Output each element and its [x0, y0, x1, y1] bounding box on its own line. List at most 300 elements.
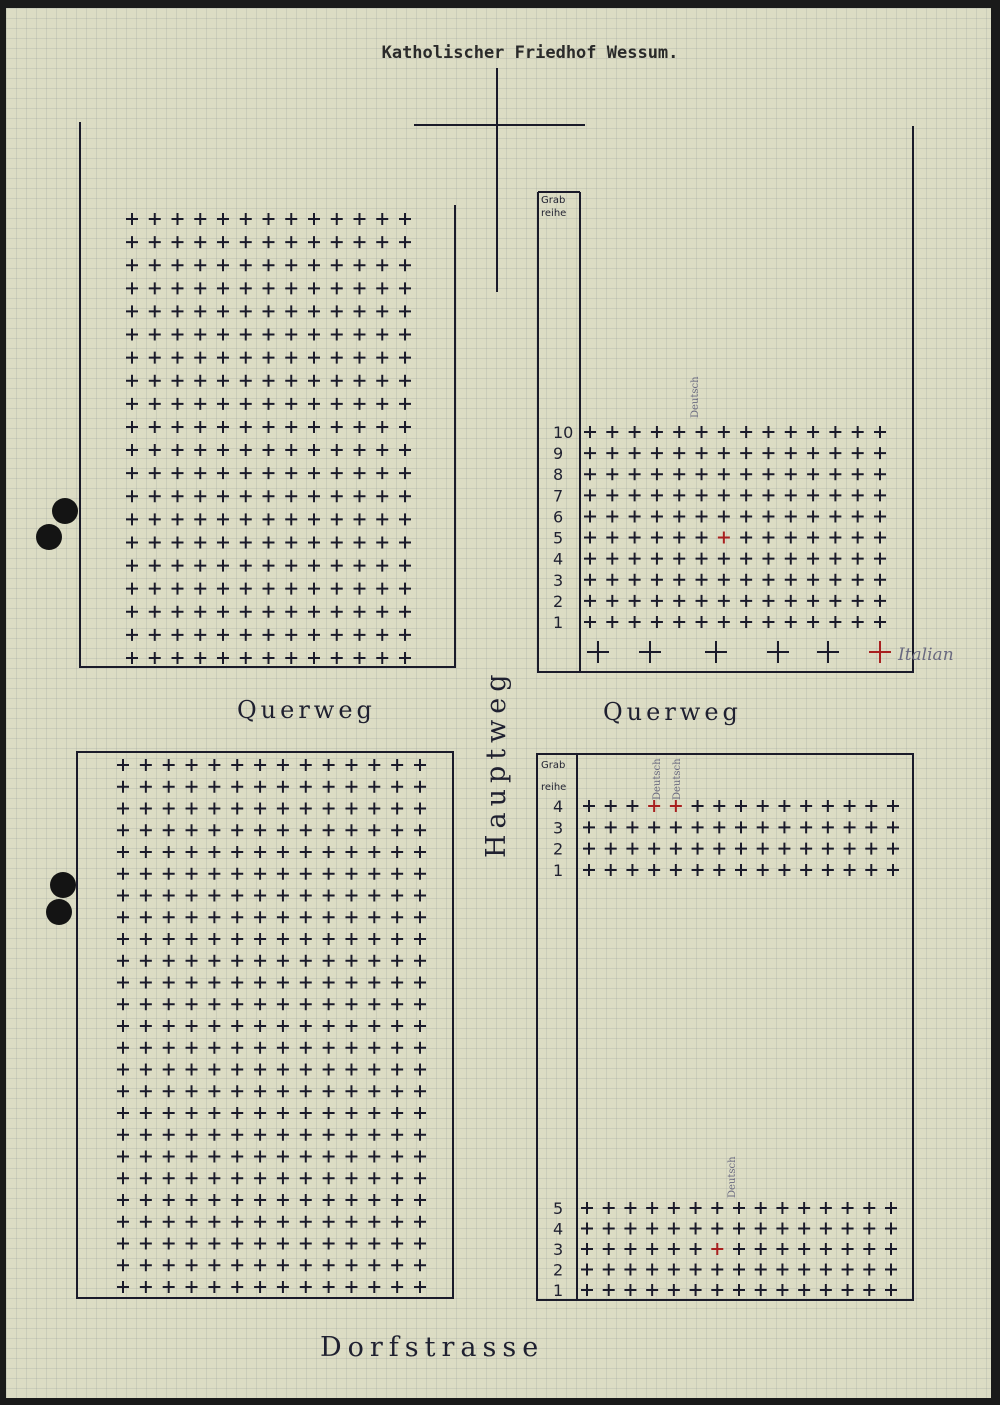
grave-cross	[140, 977, 152, 989]
grave-cross	[163, 1172, 175, 1184]
grave-cross	[354, 490, 366, 502]
grave-cross	[194, 305, 206, 317]
grave-cross	[863, 1264, 875, 1276]
grave-cross	[240, 213, 252, 225]
grave-cross	[414, 955, 426, 967]
grave-cross	[778, 821, 790, 833]
grave-cross	[376, 236, 388, 248]
grave-cross	[149, 421, 161, 433]
grave-cross	[762, 489, 774, 501]
grave-cross	[755, 1284, 767, 1296]
grave-cross	[254, 1238, 266, 1250]
grave-cross	[762, 553, 774, 565]
grave-cross	[323, 1064, 335, 1076]
grave-cross	[323, 1194, 335, 1206]
grave-cross	[583, 843, 595, 855]
grave-cross	[263, 583, 275, 595]
grave-cross	[277, 1172, 289, 1184]
grave-cross	[277, 998, 289, 1010]
grave-cross	[163, 890, 175, 902]
grave-cross	[762, 447, 774, 459]
grave-cross	[345, 1194, 357, 1206]
grave-cross	[345, 1151, 357, 1163]
grave-cross	[376, 652, 388, 664]
grave-cross	[587, 641, 609, 663]
grave-cross	[217, 282, 229, 294]
grave-cross	[308, 560, 320, 572]
grave-cross	[140, 846, 152, 858]
grave-cross	[696, 553, 708, 565]
grave-cross	[240, 444, 252, 456]
grave-cross	[277, 1107, 289, 1119]
grave-cross	[126, 305, 138, 317]
grave-cross	[626, 843, 638, 855]
grave-cross	[757, 864, 769, 876]
grave-cross	[217, 305, 229, 317]
grave-cross	[149, 329, 161, 341]
grave-cross	[368, 1064, 380, 1076]
grave-cross	[194, 583, 206, 595]
grave-cross	[323, 824, 335, 836]
grave-cross	[376, 352, 388, 364]
grave-cross	[149, 375, 161, 387]
grave-cross	[217, 583, 229, 595]
grave-cross	[254, 846, 266, 858]
grave-cross	[399, 352, 411, 364]
grave-cross	[308, 444, 320, 456]
grave-cross	[140, 1085, 152, 1097]
grave-cross	[140, 1194, 152, 1206]
grave-cross	[829, 489, 841, 501]
grave-cross	[874, 553, 886, 565]
grave-cross	[629, 574, 641, 586]
grave-cross	[852, 426, 864, 438]
grave-cross	[629, 426, 641, 438]
grave-cross	[584, 468, 596, 480]
grave-cross	[323, 998, 335, 1010]
grave-cross	[391, 1129, 403, 1141]
grave-cross	[172, 467, 184, 479]
grave-cross	[391, 890, 403, 902]
grave-cross	[194, 652, 206, 664]
grave-cross	[354, 282, 366, 294]
grave-cross	[696, 489, 708, 501]
grave-cross	[300, 1064, 312, 1076]
grave-cross	[399, 467, 411, 479]
grave-cross	[391, 1085, 403, 1097]
grave-cross	[285, 490, 297, 502]
grave-cross	[263, 259, 275, 271]
road-querweg-left: Querweg	[237, 696, 376, 724]
grave-cross	[874, 468, 886, 480]
grave-cross	[285, 259, 297, 271]
grave-cross	[208, 868, 220, 880]
grave-cross	[254, 977, 266, 989]
grave-cross	[581, 1223, 593, 1235]
grave-row-number: 2	[553, 1260, 564, 1280]
grave-cross	[740, 510, 752, 522]
grave-cross	[368, 1238, 380, 1250]
grave-cross	[194, 398, 206, 410]
grave-cross	[254, 1281, 266, 1293]
grave-cross	[354, 259, 366, 271]
grave-cross	[217, 513, 229, 525]
grave-cross	[705, 641, 727, 663]
grave-cross	[778, 864, 790, 876]
grave-cross	[263, 490, 275, 502]
grave-cross	[240, 536, 252, 548]
grave-cross	[391, 1151, 403, 1163]
grave-cross	[149, 352, 161, 364]
grave-cross	[762, 510, 774, 522]
grave-cross	[692, 821, 704, 833]
grave-cross	[735, 800, 747, 812]
grave-cross	[673, 553, 685, 565]
grave-cross	[300, 759, 312, 771]
grave-cross	[391, 1216, 403, 1228]
grave-cross	[829, 553, 841, 565]
grave-cross	[798, 1264, 810, 1276]
grave-cross	[217, 398, 229, 410]
grave-cross	[414, 1216, 426, 1228]
grave-cross	[690, 1223, 702, 1235]
grave-cross	[874, 574, 886, 586]
grave-cross	[629, 489, 641, 501]
grave-cross	[584, 447, 596, 459]
grave-cross	[345, 1085, 357, 1097]
grave-cross	[368, 977, 380, 989]
grave-cross	[414, 1020, 426, 1032]
grave-row-number: 2	[553, 839, 564, 859]
grave-cross	[208, 911, 220, 923]
grave-cross	[300, 890, 312, 902]
grave-cross	[331, 629, 343, 641]
grave-cross	[852, 447, 864, 459]
grave-cross	[300, 1194, 312, 1206]
grabreihe-label: Grab	[541, 195, 566, 206]
grave-cross	[368, 1216, 380, 1228]
grave-cross	[807, 595, 819, 607]
grave-cross	[277, 1238, 289, 1250]
grave-cross	[399, 375, 411, 387]
grave-cross	[414, 846, 426, 858]
grave-cross	[254, 781, 266, 793]
grave-cross	[126, 329, 138, 341]
grave-cross	[584, 616, 596, 628]
note-deutsch: Deutsch	[652, 758, 663, 800]
grave-cross	[584, 553, 596, 565]
grave-cross	[874, 616, 886, 628]
grave-cross	[785, 532, 797, 544]
grave-cross	[149, 398, 161, 410]
grave-cross	[735, 843, 747, 855]
grave-cross	[231, 955, 243, 967]
grave-cross	[240, 560, 252, 572]
grave-cross	[285, 305, 297, 317]
grave-cross	[231, 868, 243, 880]
grave-cross	[399, 236, 411, 248]
grave-cross	[414, 759, 426, 771]
grave-cross	[807, 616, 819, 628]
grave-cross	[140, 1064, 152, 1076]
grave-cross	[673, 574, 685, 586]
grave-row-number: 5	[553, 1199, 564, 1218]
grave-cross	[668, 1223, 680, 1235]
grave-cross	[776, 1202, 788, 1214]
grave-cross	[117, 1281, 129, 1293]
grave-cross	[376, 329, 388, 341]
grave-cross	[414, 1042, 426, 1054]
grave-cross	[651, 532, 663, 544]
grave-cross	[345, 781, 357, 793]
grave-cross	[117, 1194, 129, 1206]
grave-cross	[391, 1194, 403, 1206]
grave-cross	[217, 536, 229, 548]
grave-cross	[740, 553, 752, 565]
grave-cross	[354, 398, 366, 410]
grave-cross	[718, 426, 730, 438]
grave-cross	[354, 513, 366, 525]
grave-cross	[798, 1202, 810, 1214]
grave-cross	[648, 864, 660, 876]
grave-cross	[117, 998, 129, 1010]
grave-cross	[263, 629, 275, 641]
grave-cross	[391, 1238, 403, 1250]
grave-cross	[172, 329, 184, 341]
grave-cross	[414, 998, 426, 1010]
grave-cross	[331, 444, 343, 456]
grave-cross	[399, 282, 411, 294]
grave-cross	[277, 846, 289, 858]
grave-cross	[277, 1064, 289, 1076]
grave-cross	[231, 1129, 243, 1141]
grave-cross	[798, 1284, 810, 1296]
grave-cross	[163, 911, 175, 923]
grave-cross	[172, 513, 184, 525]
grave-cross	[163, 781, 175, 793]
grave-cross	[208, 824, 220, 836]
grave-cross	[865, 864, 877, 876]
grave-cross	[285, 444, 297, 456]
grave-cross	[323, 1281, 335, 1293]
grave-cross	[186, 868, 198, 880]
grave-cross	[670, 843, 682, 855]
grave-cross	[277, 1259, 289, 1271]
grave-cross	[865, 821, 877, 833]
grave-cross	[368, 1172, 380, 1184]
grave-cross	[149, 259, 161, 271]
grave-cross	[163, 846, 175, 858]
grave-cross	[186, 1085, 198, 1097]
grave-cross	[852, 532, 864, 544]
grave-cross	[345, 1172, 357, 1184]
grave-cross	[733, 1264, 745, 1276]
grave-cross	[603, 1243, 615, 1255]
grave-cross	[194, 259, 206, 271]
grave-cross	[277, 1194, 289, 1206]
grave-cross	[186, 998, 198, 1010]
grave-cross	[822, 843, 834, 855]
grave-cross	[172, 536, 184, 548]
grave-cross	[345, 933, 357, 945]
grave-cross	[354, 467, 366, 479]
grave-cross	[800, 864, 812, 876]
grave-cross	[263, 352, 275, 364]
grave-cross	[345, 890, 357, 902]
grave-cross	[376, 259, 388, 271]
grave-cross	[194, 213, 206, 225]
grave-cross	[331, 282, 343, 294]
grave-cross	[300, 1216, 312, 1228]
grave-cross	[231, 803, 243, 815]
grave-cross	[140, 1216, 152, 1228]
grave-cross	[126, 398, 138, 410]
grave-cross	[186, 1107, 198, 1119]
grave-cross	[149, 513, 161, 525]
grave-cross	[414, 824, 426, 836]
grave-cross	[308, 513, 320, 525]
grave-cross	[300, 1020, 312, 1032]
grave-cross	[254, 1216, 266, 1228]
grave-cross	[735, 821, 747, 833]
grave-cross	[208, 1064, 220, 1076]
grave-cross	[331, 236, 343, 248]
grave-cross	[140, 781, 152, 793]
grave-cross	[863, 1284, 875, 1296]
grave-cross-red	[670, 800, 682, 812]
grave-cross	[217, 375, 229, 387]
grave-cross	[603, 1202, 615, 1214]
grave-cross	[345, 998, 357, 1010]
note-deutsch: Deutsch	[690, 376, 701, 418]
grave-cross	[820, 1284, 832, 1296]
grave-cross	[172, 606, 184, 618]
grave-cross	[376, 282, 388, 294]
grave-cross	[254, 1194, 266, 1206]
grave-cross	[606, 426, 618, 438]
grave-cross	[414, 1085, 426, 1097]
grave-cross	[300, 933, 312, 945]
grave-cross	[277, 911, 289, 923]
grave-cross	[331, 329, 343, 341]
grave-cross	[285, 652, 297, 664]
grave-cross	[345, 868, 357, 880]
grave-cross	[126, 236, 138, 248]
grave-cross	[368, 781, 380, 793]
grave-cross	[696, 595, 708, 607]
grave-cross	[285, 282, 297, 294]
grave-cross	[414, 1151, 426, 1163]
grave-cross	[354, 444, 366, 456]
grave-cross	[308, 606, 320, 618]
grave-cross	[263, 536, 275, 548]
grave-cross	[414, 868, 426, 880]
grave-cross	[217, 236, 229, 248]
grave-cross	[186, 933, 198, 945]
grave-cross	[186, 1020, 198, 1032]
grave-cross	[126, 652, 138, 664]
grave-cross	[331, 513, 343, 525]
grave-cross	[414, 1064, 426, 1076]
grave-cross	[414, 1281, 426, 1293]
grave-cross	[583, 821, 595, 833]
grave-row-number: 4	[553, 797, 564, 816]
grave-cross	[231, 1194, 243, 1206]
grave-cross	[646, 1264, 658, 1276]
grave-cross	[277, 824, 289, 836]
grave-cross	[194, 467, 206, 479]
grave-cross	[231, 1107, 243, 1119]
grave-cross	[399, 398, 411, 410]
grave-cross	[300, 824, 312, 836]
grave-cross	[368, 890, 380, 902]
grave-cross	[149, 213, 161, 225]
grave-cross	[414, 1194, 426, 1206]
grave-cross	[323, 955, 335, 967]
grave-cross	[126, 629, 138, 641]
section-top-right-border	[538, 126, 913, 672]
grave-cross	[874, 426, 886, 438]
grave-cross	[254, 824, 266, 836]
grave-cross	[140, 998, 152, 1010]
grave-cross	[285, 560, 297, 572]
grave-cross	[217, 213, 229, 225]
road-dorfstrasse: Dorfstrasse	[320, 1332, 545, 1363]
grave-row-number: 1	[553, 613, 564, 632]
grave-cross	[798, 1223, 810, 1235]
grave-cross	[399, 329, 411, 341]
grave-cross	[117, 911, 129, 923]
grave-cross	[414, 1172, 426, 1184]
grave-cross	[414, 1238, 426, 1250]
grave-cross	[140, 1172, 152, 1184]
grave-cross	[217, 329, 229, 341]
grave-cross	[140, 933, 152, 945]
grave-cross	[807, 426, 819, 438]
grave-cross	[163, 933, 175, 945]
grave-cross	[126, 421, 138, 433]
grave-cross	[606, 553, 618, 565]
grave-cross	[391, 1172, 403, 1184]
grave-cross	[117, 759, 129, 771]
grave-cross	[140, 1151, 152, 1163]
page-title: Katholischer Friedhof Wessum.	[381, 43, 679, 63]
grave-cross	[126, 213, 138, 225]
grave-cross	[163, 1129, 175, 1141]
grave-cross	[673, 510, 685, 522]
grave-cross	[186, 890, 198, 902]
grave-cross	[755, 1264, 767, 1276]
grave-cross	[718, 447, 730, 459]
grave-cross	[807, 489, 819, 501]
grave-cross	[186, 1259, 198, 1271]
grave-cross	[277, 977, 289, 989]
grave-cross	[208, 1129, 220, 1141]
grave-row-number: 7	[553, 486, 564, 506]
grave-cross	[308, 652, 320, 664]
section-top-right-graves	[584, 426, 891, 663]
grave-cross	[885, 1243, 897, 1255]
grave-cross	[186, 759, 198, 771]
grave-cross	[829, 510, 841, 522]
grave-cross	[323, 846, 335, 858]
grave-cross	[785, 447, 797, 459]
grave-cross	[140, 803, 152, 815]
grave-cross	[399, 652, 411, 664]
grave-cross	[126, 490, 138, 502]
note-italian: Italian	[898, 645, 954, 665]
grave-cross	[194, 513, 206, 525]
